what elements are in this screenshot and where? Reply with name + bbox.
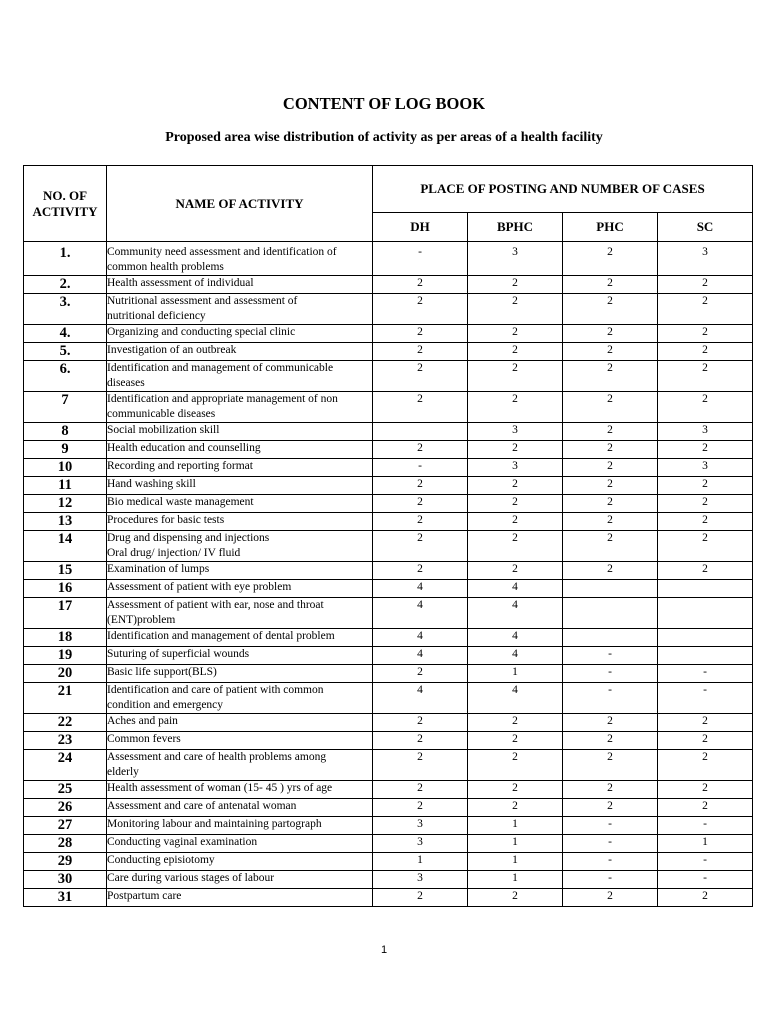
activity-number: 16 [24, 580, 107, 598]
table-row [24, 361, 753, 392]
table-row [24, 423, 753, 441]
activity-number: 28 [24, 835, 107, 853]
activity-name-line: Health assessment of woman (15- 45 ) yrs of age [107, 782, 333, 794]
activity-name-line: Identification and appropriate management of non [107, 393, 338, 405]
activity-name-line: communicable diseases [107, 408, 216, 420]
activity-name-line: Identification and care of patient with common [107, 684, 324, 696]
activity-number: 2. [24, 276, 107, 294]
activity-name [107, 495, 373, 513]
activity-name-line: Postpartum care [107, 890, 182, 902]
activity-number: 9 [24, 441, 107, 459]
cases-phc: 2 [563, 242, 658, 276]
header-dh: DH [373, 213, 468, 242]
activity-name-line: Bio medical waste management [107, 496, 254, 508]
activity-number: 18 [24, 629, 107, 647]
cases-sc: 3 [658, 459, 753, 477]
cases-bphc: 4 [468, 683, 563, 714]
cases-dh: 2 [373, 343, 468, 361]
cases-bphc: 3 [468, 459, 563, 477]
activity-number: 7 [24, 392, 107, 423]
activity-name-line: Conducting vaginal examination [107, 836, 258, 848]
activity-name [107, 781, 373, 799]
cases-phc: 2 [563, 781, 658, 799]
activity-name-line: Common fevers [107, 733, 181, 745]
activity-name-line: Monitoring labour and maintaining partograph [107, 818, 322, 830]
activity-name [107, 531, 373, 562]
activity-number: 3. [24, 294, 107, 325]
cases-sc: 2 [658, 294, 753, 325]
cases-dh: 2 [373, 562, 468, 580]
cases-dh: 4 [373, 647, 468, 665]
cases-phc: 2 [563, 392, 658, 423]
activity-name-line: Oral drug/ injection/ IV fluid [107, 547, 241, 559]
cases-sc: 2 [658, 750, 753, 781]
page-number: 1 [380, 944, 388, 956]
activity-name [107, 750, 373, 781]
cases-sc: - [658, 665, 753, 683]
header-activity-name: NAME OF ACTIVITY [107, 166, 373, 242]
cases-bphc: 2 [468, 732, 563, 750]
table-row [24, 835, 753, 853]
cases-sc: 2 [658, 513, 753, 531]
cases-bphc: 2 [468, 781, 563, 799]
cases-phc [563, 598, 658, 629]
cases-bphc: 2 [468, 276, 563, 294]
cases-sc: 2 [658, 495, 753, 513]
cases-sc: 2 [658, 714, 753, 732]
cases-dh: 4 [373, 598, 468, 629]
activity-name [107, 817, 373, 835]
cases-dh: 2 [373, 392, 468, 423]
table-row [24, 459, 753, 477]
activity-name-line: common health problems [107, 261, 224, 273]
header-activity-number: NO. OF ACTIVITY [24, 166, 107, 242]
activity-name-line: Social mobilization skill [107, 424, 220, 436]
cases-dh: 4 [373, 683, 468, 714]
cases-sc: 2 [658, 477, 753, 495]
activity-number: 29 [24, 853, 107, 871]
cases-bphc: 2 [468, 531, 563, 562]
table-row [24, 513, 753, 531]
activity-name [107, 513, 373, 531]
activity-name [107, 853, 373, 871]
activity-name [107, 835, 373, 853]
table-row [24, 495, 753, 513]
activity-name-line: elderly [107, 766, 139, 778]
activity-name-line: Suturing of superficial wounds [107, 648, 250, 660]
cases-sc: 2 [658, 325, 753, 343]
activity-number: 14 [24, 531, 107, 562]
cases-bphc: 1 [468, 665, 563, 683]
cases-bphc: 1 [468, 835, 563, 853]
activity-name [107, 580, 373, 598]
cases-sc: 2 [658, 799, 753, 817]
header-place-of-posting: PLACE OF POSTING AND NUMBER OF CASES [373, 166, 753, 213]
table-row [24, 242, 753, 276]
cases-phc [563, 580, 658, 598]
cases-phc: 2 [563, 562, 658, 580]
activity-name [107, 392, 373, 423]
cases-sc [658, 598, 753, 629]
activity-name-line: Aches and pain [107, 715, 178, 727]
table-header [24, 166, 753, 242]
activity-name [107, 242, 373, 276]
cases-sc: 3 [658, 423, 753, 441]
cases-bphc: 2 [468, 441, 563, 459]
cases-sc: 2 [658, 392, 753, 423]
cases-bphc: 2 [468, 343, 563, 361]
cases-dh: 2 [373, 889, 468, 907]
cases-phc: 2 [563, 750, 658, 781]
table-row [24, 889, 753, 907]
activity-name-line: Hand washing skill [107, 478, 196, 490]
activity-name [107, 562, 373, 580]
cases-bphc: 2 [468, 889, 563, 907]
activity-number: 10 [24, 459, 107, 477]
cases-bphc: 4 [468, 647, 563, 665]
cases-dh: 2 [373, 441, 468, 459]
cases-phc: 2 [563, 361, 658, 392]
activity-name-line: Assessment and care of health problems among [107, 751, 327, 763]
activity-name-line: Identification and management of dental problem [107, 630, 335, 642]
cases-sc: 2 [658, 562, 753, 580]
table-row [24, 732, 753, 750]
cases-sc: 1 [658, 835, 753, 853]
activity-name [107, 477, 373, 495]
activity-number: 17 [24, 598, 107, 629]
cases-bphc: 2 [468, 799, 563, 817]
cases-dh: 2 [373, 325, 468, 343]
table-row [24, 647, 753, 665]
cases-dh: 3 [373, 817, 468, 835]
cases-dh: 2 [373, 781, 468, 799]
cases-phc: 2 [563, 495, 658, 513]
cases-sc: 2 [658, 361, 753, 392]
activity-name-line: condition and emergency [107, 699, 224, 711]
activity-number: 24 [24, 750, 107, 781]
activity-name [107, 441, 373, 459]
cases-sc: 3 [658, 242, 753, 276]
cases-phc: 2 [563, 343, 658, 361]
activity-number: 21 [24, 683, 107, 714]
cases-phc: 2 [563, 799, 658, 817]
table-row [24, 781, 753, 799]
activity-number: 26 [24, 799, 107, 817]
activity-name [107, 361, 373, 392]
activity-number: 4. [24, 325, 107, 343]
cases-dh: 2 [373, 477, 468, 495]
cases-bphc: 2 [468, 750, 563, 781]
activity-name-line: Health education and counselling [107, 442, 261, 454]
activity-name [107, 459, 373, 477]
cases-dh: 4 [373, 629, 468, 647]
cases-phc: 2 [563, 294, 658, 325]
cases-dh: 2 [373, 294, 468, 325]
cases-bphc: 4 [468, 598, 563, 629]
activity-number: 5. [24, 343, 107, 361]
cases-dh: 2 [373, 495, 468, 513]
header-bphc: BPHC [468, 213, 563, 242]
page-subtitle: Proposed area wise distribution of activity as per areas of a health facility [165, 130, 603, 145]
activity-name [107, 871, 373, 889]
cases-sc [658, 580, 753, 598]
table-row [24, 714, 753, 732]
cases-phc: - [563, 835, 658, 853]
cases-bphc: 2 [468, 392, 563, 423]
table-row [24, 580, 753, 598]
cases-phc: 2 [563, 325, 658, 343]
cases-sc: - [658, 817, 753, 835]
cases-dh: 2 [373, 714, 468, 732]
activity-name [107, 325, 373, 343]
activity-name [107, 683, 373, 714]
cases-dh: 2 [373, 513, 468, 531]
cases-sc: 2 [658, 343, 753, 361]
activity-number: 20 [24, 665, 107, 683]
activity-name-line: Nutritional assessment and assessment of [107, 295, 298, 307]
cases-bphc: 4 [468, 629, 563, 647]
activity-number: 25 [24, 781, 107, 799]
cases-bphc: 2 [468, 495, 563, 513]
activity-name-line: Recording and reporting format [107, 460, 253, 472]
cases-bphc: 1 [468, 817, 563, 835]
cases-phc: 2 [563, 513, 658, 531]
table-row [24, 276, 753, 294]
cases-phc: 2 [563, 423, 658, 441]
cases-sc: - [658, 853, 753, 871]
cases-phc: - [563, 665, 658, 683]
activity-name-line: nutritional deficiency [107, 310, 206, 322]
activity-name-line: Care during various stages of labour [107, 872, 275, 884]
cases-sc: 2 [658, 781, 753, 799]
cases-dh: 4 [373, 580, 468, 598]
activity-name [107, 629, 373, 647]
cases-phc: 2 [563, 477, 658, 495]
cases-phc: 2 [563, 531, 658, 562]
activity-number: 31 [24, 889, 107, 907]
activity-number: 1. [24, 242, 107, 276]
cases-phc: - [563, 683, 658, 714]
table-row [24, 343, 753, 361]
cases-sc: 2 [658, 531, 753, 562]
activity-number: 23 [24, 732, 107, 750]
cases-dh [373, 423, 468, 441]
activity-number: 19 [24, 647, 107, 665]
cases-bphc: 3 [468, 423, 563, 441]
cases-phc: 2 [563, 276, 658, 294]
activity-number: 22 [24, 714, 107, 732]
cases-dh: 2 [373, 732, 468, 750]
activity-name-line: Basic life support(BLS) [107, 666, 217, 678]
table-row [24, 817, 753, 835]
cases-phc: - [563, 647, 658, 665]
cases-dh: 2 [373, 276, 468, 294]
cases-phc: 2 [563, 889, 658, 907]
table-row [24, 325, 753, 343]
cases-phc: 2 [563, 459, 658, 477]
cases-sc: - [658, 871, 753, 889]
cases-dh: 2 [373, 750, 468, 781]
table-row [24, 392, 753, 423]
cases-bphc: 4 [468, 580, 563, 598]
cases-bphc: 2 [468, 361, 563, 392]
cases-dh: - [373, 242, 468, 276]
activity-number: 27 [24, 817, 107, 835]
cases-phc: - [563, 817, 658, 835]
activity-number: 8 [24, 423, 107, 441]
activity-name-line: (ENT)problem [107, 614, 176, 626]
activity-name-line: Examination of lumps [107, 563, 210, 575]
activity-name-line: Community need assessment and identification of [107, 246, 337, 258]
activity-name-line: Organizing and conducting special clinic [107, 326, 296, 338]
cases-bphc: 2 [468, 325, 563, 343]
activity-name [107, 647, 373, 665]
cases-bphc: 1 [468, 853, 563, 871]
table-row [24, 683, 753, 714]
cases-phc: 2 [563, 441, 658, 459]
cases-sc: 2 [658, 441, 753, 459]
activity-table [23, 165, 753, 907]
table-row [24, 853, 753, 871]
cases-phc: - [563, 871, 658, 889]
table-row [24, 531, 753, 562]
activity-name-line: Assessment and care of antenatal woman [107, 800, 297, 812]
cases-bphc: 2 [468, 513, 563, 531]
activity-name [107, 276, 373, 294]
table-row [24, 562, 753, 580]
activity-name [107, 889, 373, 907]
activity-name-line: Procedures for basic tests [107, 514, 225, 526]
activity-name [107, 732, 373, 750]
cases-bphc: 2 [468, 294, 563, 325]
page-title: CONTENT OF LOG BOOK [282, 94, 486, 113]
table-row [24, 629, 753, 647]
cases-phc [563, 629, 658, 647]
cases-sc [658, 629, 753, 647]
cases-sc: - [658, 683, 753, 714]
table-row [24, 750, 753, 781]
table-row [24, 665, 753, 683]
cases-phc: 2 [563, 732, 658, 750]
activity-name-line: Drug and dispensing and injections [107, 532, 270, 544]
activity-name [107, 799, 373, 817]
cases-bphc: 2 [468, 714, 563, 732]
cases-bphc: 2 [468, 562, 563, 580]
cases-dh: 3 [373, 871, 468, 889]
activity-number: 11 [24, 477, 107, 495]
activity-name [107, 665, 373, 683]
cases-sc [658, 647, 753, 665]
activity-number: 13 [24, 513, 107, 531]
activity-name-line: Assessment of patient with ear, nose and throat [107, 599, 324, 611]
table-row [24, 598, 753, 629]
header-phc: PHC [563, 213, 658, 242]
table-row [24, 294, 753, 325]
header-sc: SC [658, 213, 753, 242]
table-row [24, 799, 753, 817]
activity-name [107, 598, 373, 629]
activity-name-line: Investigation of an outbreak [107, 344, 237, 356]
activity-name [107, 294, 373, 325]
cases-sc: 2 [658, 276, 753, 294]
activity-number: 6. [24, 361, 107, 392]
activity-number: 30 [24, 871, 107, 889]
activity-name-line: Conducting episiotomy [107, 854, 215, 866]
cases-phc: - [563, 853, 658, 871]
table-row [24, 871, 753, 889]
activity-name-line: Identification and management of communicable [107, 362, 334, 374]
activity-name-line: Assessment of patient with eye problem [107, 581, 292, 593]
cases-bphc: 1 [468, 871, 563, 889]
cases-phc: 2 [563, 714, 658, 732]
table-row [24, 441, 753, 459]
cases-dh: 2 [373, 799, 468, 817]
cases-bphc: 3 [468, 242, 563, 276]
cases-sc: 2 [658, 732, 753, 750]
activity-name-line: Health assessment of individual [107, 277, 254, 289]
cases-dh: 2 [373, 531, 468, 562]
table-row [24, 477, 753, 495]
cases-dh: 2 [373, 361, 468, 392]
activity-name [107, 343, 373, 361]
cases-dh: - [373, 459, 468, 477]
activity-name [107, 423, 373, 441]
cases-sc: 2 [658, 889, 753, 907]
cases-bphc: 2 [468, 477, 563, 495]
activity-name-line: diseases [107, 377, 145, 389]
cases-dh: 1 [373, 853, 468, 871]
activity-name [107, 714, 373, 732]
cases-dh: 2 [373, 665, 468, 683]
cases-dh: 3 [373, 835, 468, 853]
activity-number: 15 [24, 562, 107, 580]
table-body [24, 242, 753, 907]
activity-number: 12 [24, 495, 107, 513]
